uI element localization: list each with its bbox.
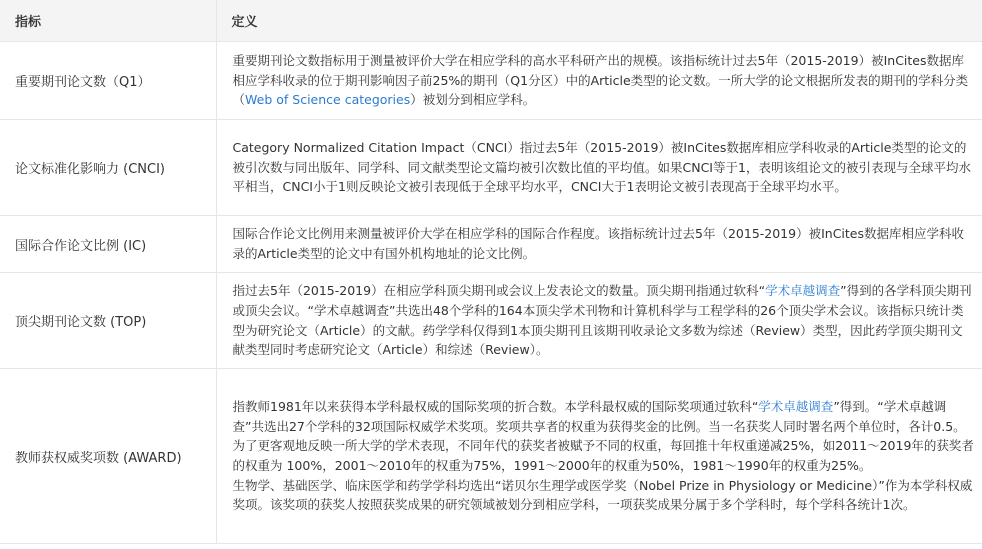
metric-name-cnci: 论文标准化影响力 (CNCI): [0, 120, 216, 216]
metric-name-q1: 重要期刊论文数（Q1）: [0, 42, 216, 120]
definition-text: ”得到。“学术卓越调查”共选出27个学科的32项国际权威学术奖项。奖项共享者的权重为获得奖金的比例。当一名获奖人同时署名两个单位时，各计0.5。为了更客观地反映一所大学的学术表现，不同年代的获奖者被赋予不同的权重，每回推十年权重递减25%，如2011～2019年的获奖者的权重为 100%，2001～2010年的权重为75%，1991～2000年的权重为50%，1981～1990年的权重为25%。: [232, 398, 974, 473]
header-definition: 定义: [216, 0, 982, 42]
metric-name-top: 顶尖期刊论文数 (TOP): [0, 273, 216, 369]
metric-definition-top: [216, 273, 982, 369]
metric-definition-q1: [216, 42, 982, 120]
definition-text: ”得到的各学科顶尖期刊或顶尖会议。“学术卓越调查”共选出48个学科的164本顶尖学术刊物和计算机科学与工程学科的26个顶尖学术会议。该指标只统计类型为研究论文（Article）的文献。药学学科仅得到1本顶尖期刊且该期刊收录论文多数为综述（Review）类型，因此药学顶尖期刊文献类型同时考虑研究论文（Article）和综述（Review）。: [232, 283, 972, 358]
definition-text: ）被划分到相应学科。: [410, 92, 536, 108]
metric-definition-award: [216, 369, 982, 544]
table-row: [0, 369, 982, 544]
definition-paragraph: 生物学、基础医学、临床医学和药学学科均选出“诺贝尔生理学或医学奖（Nobel Prize in Physiology or Medicine）”作为本学科权威奖项。该奖项的获奖人按照获奖成果的研究领域被划分到相应学科，一项获奖成果分属于多个学科时，每个学科各统计1次。: [232, 477, 973, 513]
metric-definition-cnci: Category Normalized Citation Impact（CNCI）指过去5年（2015-2019）被InCites数据库相应学科收录的Article类型的论文的被引次数与同出版年、同学科、同文献类型论文篇均被引次数比值的平均值。如果CNCI等于1，表明该组论文的被引表现与全球平均水平相当，CNCI小于1则反映论文被引表现低于全球平均水平，CNCI大于1表明论文被引表现高于全球平均水平。: [216, 120, 982, 216]
academic-excellence-survey-link[interactable]: 学术卓越调查: [765, 283, 841, 299]
metric-definition-ic: 国际合作论文比例用来测量被评价大学在相应学科的国际合作程度。该指标统计过去5年（2015-2019）被InCites数据库相应学科收录的Article类型的论文中有国外机构地址的论文比例。: [216, 216, 982, 273]
definition-text: 指教师1981年以来获得本学科最权威的国际奖项的折合数。本学科最权威的国际奖项通过软科“: [232, 398, 759, 414]
definition-paragraph: [233, 397, 975, 476]
metric-name-ic: 国际合作论文比例 (IC): [0, 216, 216, 273]
definition-text: 重要期刊论文数指标用于测量被评价大学在相应学科的高水平科研产出的规模。该指标统计过去5年（2015-2019）被InCites数据库相应学科收录的位于期刊影响因子前25%的期刊（Q1分区）中的Article类型的论文数。一所大学的论文根据所发表的期刊的学科分类（: [232, 52, 969, 108]
web-of-science-categories-link[interactable]: Web of Science categories: [245, 92, 411, 108]
table-header-row: [0, 0, 982, 42]
table-row: [0, 216, 982, 273]
table-row: [0, 273, 982, 369]
header-metric: 指标: [0, 0, 216, 42]
academic-excellence-survey-link[interactable]: 学术卓越调查: [758, 398, 834, 414]
table-row: [0, 42, 982, 120]
definition-text: 指过去5年（2015-2019）在相应学科顶尖期刊或会议上发表论文的数量。顶尖期刊指通过软科“: [232, 283, 766, 299]
table-row: [0, 120, 982, 216]
metric-name-award: 教师获权威奖项数 (AWARD): [0, 369, 216, 544]
